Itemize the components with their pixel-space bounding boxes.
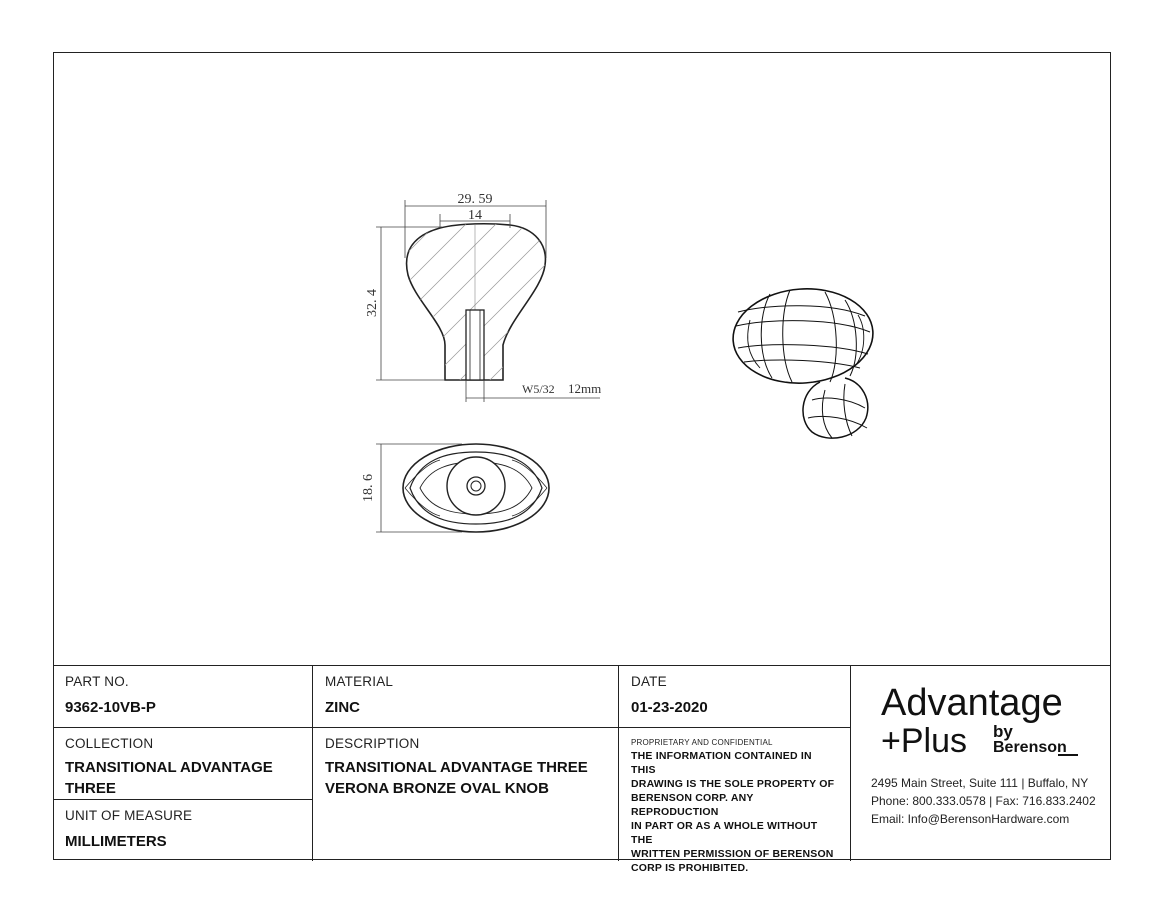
description-value (325, 757, 606, 799)
brand-berenson: Berenson (993, 739, 1067, 756)
dim-thread-length: 12mm (568, 381, 602, 396)
material-value: ZINC (325, 699, 360, 716)
company-email: Email: Info@BerensonHardware.com (871, 812, 1070, 826)
top-view (403, 444, 549, 532)
description-label: DESCRIPTION (325, 736, 420, 751)
company-phone: Phone: 800.333.0578 | Fax: 716.833.2402 (871, 794, 1096, 808)
proprietary-notice (631, 749, 838, 875)
notice-line: THE INFORMATION CONTAINED IN THIS (631, 750, 812, 776)
brand-plus: +Plus (881, 722, 967, 760)
side-section-view (380, 200, 570, 390)
description-value-line1: TRANSITIONAL ADVANTAGE THREE (325, 759, 588, 776)
collection-cell (53, 728, 312, 799)
brand-by: by (993, 722, 1013, 741)
collection-value-line1: TRANSITIONAL ADVANTAGE (65, 759, 273, 776)
collection-label: COLLECTION (65, 736, 154, 751)
dim-overall-width: 29. 59 (457, 192, 493, 207)
notice-line: IN PART OR AS A WHOLE WITHOUT THE (631, 820, 818, 846)
brand-underline (1058, 754, 1078, 756)
unit-label: UNIT OF MEASURE (65, 808, 193, 823)
title-block (53, 665, 1111, 874)
collection-value (65, 757, 300, 799)
dim-inner-width: 14 (468, 208, 482, 223)
company-address: 2495 Main Street, Suite 111 | Buffalo, NY (871, 776, 1089, 790)
material-label: MATERIAL (325, 674, 394, 689)
notice-line: BERENSON CORP. ANY REPRODUCTION (631, 792, 754, 818)
date-cell (619, 666, 850, 727)
notice-line: WRITTEN PERMISSION OF BERENSON (631, 848, 834, 860)
dim-thread-size: W5/32 (522, 382, 555, 396)
material-cell (313, 666, 618, 727)
notice-line: CORP IS PROHIBITED. (631, 862, 749, 874)
dim-depth: 18. 6 (361, 474, 376, 502)
date-label: DATE (631, 674, 667, 689)
brand-advantage: Advantage (881, 682, 1063, 724)
isometric-view (730, 284, 876, 438)
unit-cell (53, 800, 312, 861)
unit-value: MILLIMETERS (65, 833, 167, 850)
part-no-label: PART NO. (65, 674, 129, 689)
part-no-value: 9362-10VB-P (65, 699, 156, 716)
date-value: 01-23-2020 (631, 699, 708, 716)
description-cell (313, 728, 618, 861)
dim-height: 32. 4 (365, 289, 380, 317)
proprietary-cell (619, 728, 850, 874)
part-no-cell (53, 666, 312, 727)
description-value-line2: VERONA BRONZE OVAL KNOB (325, 780, 549, 797)
collection-value-line2: THREE (65, 780, 116, 797)
proprietary-heading: PROPRIETARY AND CONFIDENTIAL (631, 738, 773, 747)
divider (850, 666, 851, 861)
notice-line: DRAWING IS THE SOLE PROPERTY OF (631, 778, 835, 790)
